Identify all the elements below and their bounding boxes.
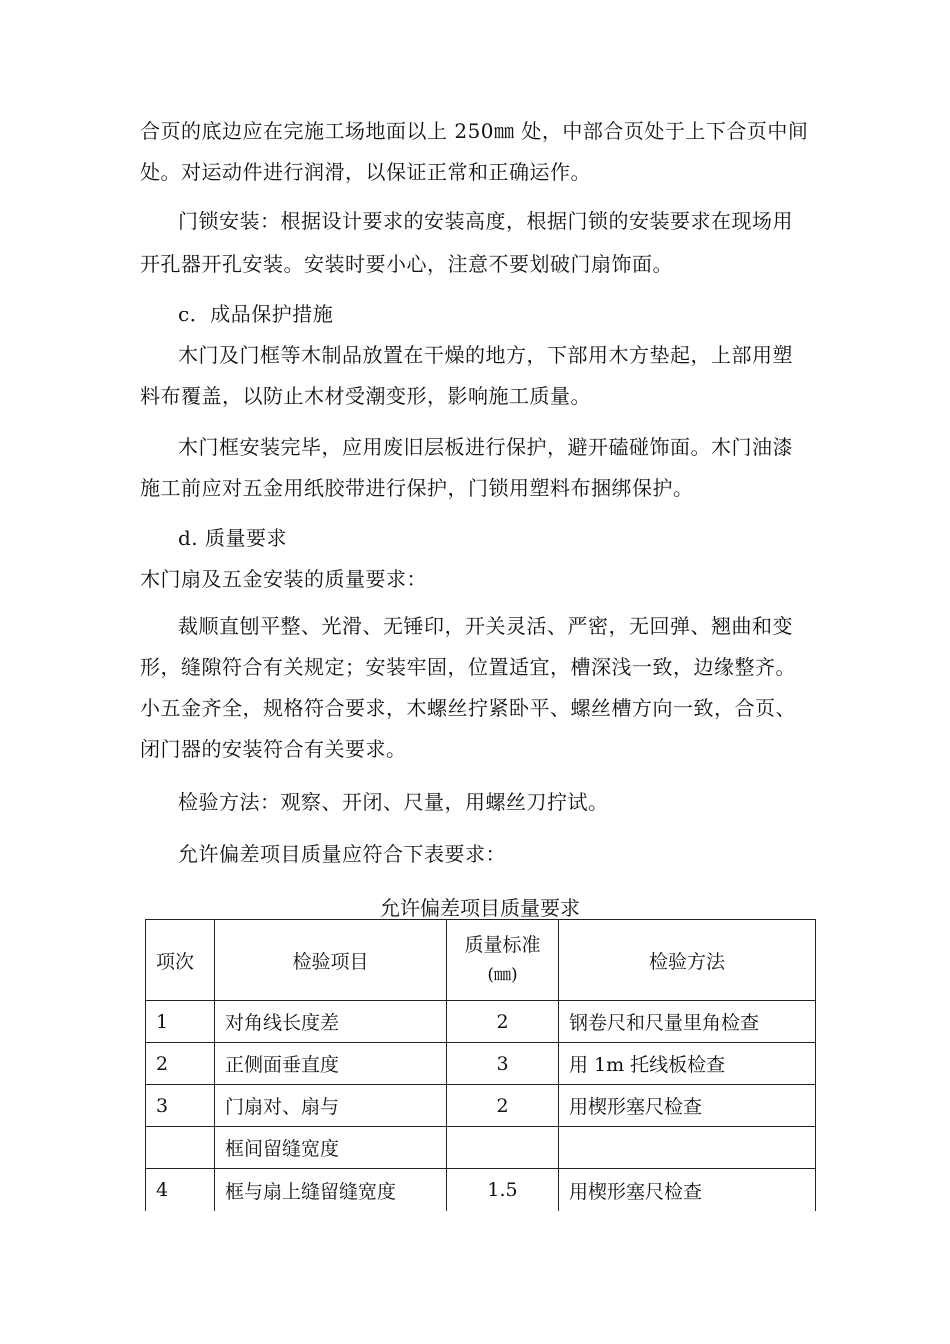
header-method: 检验方法 <box>559 920 816 1001</box>
cell-method: 用楔形塞尺检查 <box>559 1085 816 1127</box>
paragraph-line: 闭门器的安装符合有关要求。 <box>140 737 407 761</box>
table-row <box>146 1169 816 1212</box>
section-heading-d: d. 质量要求 <box>178 526 288 550</box>
header-standard-unit: (㎜) <box>487 965 518 985</box>
paragraph-line: 小五金齐全，规格符合要求，木螺丝拧紧卧平、螺丝槽方向一致，合页、 <box>140 696 796 720</box>
cell-item: 框与扇上缝留缝宽度 <box>215 1169 447 1212</box>
paragraph-line: 木门及门框等木制品放置在干燥的地方，下部用木方垫起，上部用塑 <box>178 343 793 367</box>
header-standard-label: 质量标准 <box>464 934 541 956</box>
paragraph-line: 合页的底边应在完施工场地面以上 250㎜ 处，中部合页处于上下合页中间 <box>140 119 809 143</box>
cell-no: 1 <box>146 1001 215 1043</box>
paragraph-line: 门锁安装：根据设计要求的安装高度，根据门锁的安装要求在现场用 <box>178 209 793 233</box>
quality-table <box>145 919 816 1211</box>
table-caption: 允许偏差项目质量要求 <box>380 896 580 920</box>
paragraph-line: 允许偏差项目质量应符合下表要求： <box>178 842 506 866</box>
paragraph-line: 处。对运动件进行润滑，以保证正常和正确运作。 <box>140 160 591 184</box>
paragraph-line: 形，缝隙符合有关规定；安装牢固，位置适宜，槽深浅一致，边缘整齐。 <box>140 655 796 679</box>
header-standard <box>447 920 559 1001</box>
paragraph-line: 木门扇及五金安装的质量要求： <box>140 567 427 591</box>
cell-method <box>559 1127 816 1169</box>
header-no: 项次 <box>146 920 215 1001</box>
cell-item: 正侧面垂直度 <box>215 1043 447 1085</box>
paragraph-line: 料布覆盖，以防止木材受潮变形，影响施工质量。 <box>140 384 591 408</box>
table-row <box>146 1085 816 1127</box>
paragraph-line: 裁顺直刨平整、光滑、无锤印，开关灵活、严密，无回弹、翘曲和变 <box>178 614 793 638</box>
cell-no: 2 <box>146 1043 215 1085</box>
cell-item: 对角线长度差 <box>215 1001 447 1043</box>
table-row <box>146 1127 816 1169</box>
table-row <box>146 1043 816 1085</box>
cell-no <box>146 1127 215 1169</box>
cell-method: 用楔形塞尺检查 <box>559 1169 816 1212</box>
cell-standard: 2 <box>447 1085 559 1127</box>
paragraph-line: 检验方法：观察、开闭、尺量，用螺丝刀拧试。 <box>178 790 609 814</box>
cell-no: 4 <box>146 1169 215 1212</box>
header-item: 检验项目 <box>215 920 447 1001</box>
cell-method: 钢卷尺和尺量里角检查 <box>559 1001 816 1043</box>
cell-standard: 2 <box>447 1001 559 1043</box>
cell-item: 门扇对、扇与 <box>215 1085 447 1127</box>
cell-method: 用 1m 托线板检查 <box>559 1043 816 1085</box>
paragraph-line: 施工前应对五金用纸胶带进行保护，门锁用塑料布捆绑保护。 <box>140 476 694 500</box>
cell-item: 框间留缝宽度 <box>215 1127 447 1169</box>
cell-standard: 3 <box>447 1043 559 1085</box>
paragraph-line: 木门框安装完毕，应用废旧层板进行保护，避开磕碰饰面。木门油漆 <box>178 435 793 459</box>
paragraph-line: 开孔器开孔安装。安装时要小心，注意不要划破门扇饰面。 <box>140 252 673 276</box>
section-heading-c: c．成品保护措施 <box>178 302 334 326</box>
cell-standard: 1.5 <box>447 1169 559 1212</box>
table-row <box>146 1001 816 1043</box>
table-header-row <box>146 920 816 1001</box>
cell-no: 3 <box>146 1085 215 1127</box>
cell-standard <box>447 1127 559 1169</box>
